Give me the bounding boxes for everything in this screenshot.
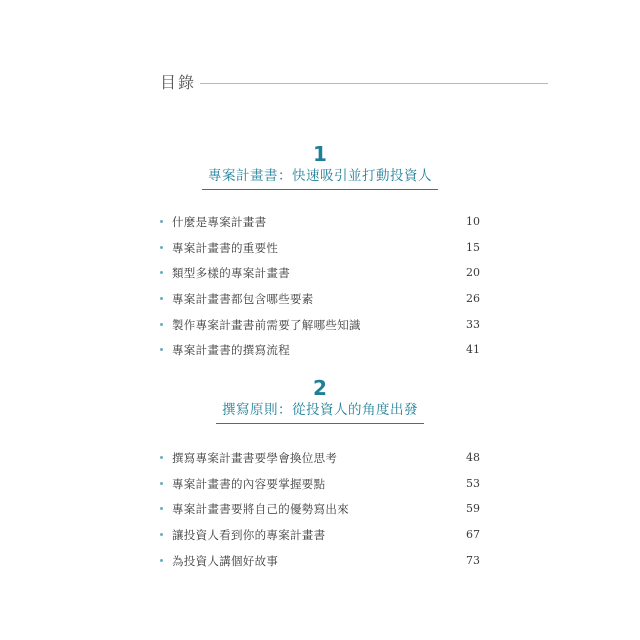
toc-entry-page: 53	[466, 476, 480, 490]
toc-entry[interactable]	[160, 527, 480, 553]
bullet-dot-icon	[160, 323, 163, 326]
toc-entry-title: 製作專案計畫書前需要了解哪些知識	[172, 317, 361, 332]
bullet-dot-icon	[160, 271, 163, 274]
toc-entry-title: 專案計畫書的撰寫流程	[172, 343, 290, 358]
page-title: 目錄	[160, 72, 200, 94]
toc-entry-title: 讓投資人看到你的專案計畫書	[172, 528, 326, 543]
toc-entry-title: 撰寫專案計畫書要學會換位思考	[172, 451, 338, 465]
bullet-dot-icon	[160, 482, 163, 485]
toc-entry[interactable]	[160, 214, 480, 240]
toc-entry[interactable]	[160, 342, 480, 368]
toc-entry[interactable]	[160, 265, 480, 291]
toc-entry[interactable]	[160, 317, 480, 343]
toc-entry-list	[160, 450, 480, 578]
chapter-title[interactable]: 撰寫原則：從投資人的角度出發	[216, 400, 424, 424]
bullet-dot-icon	[160, 559, 163, 562]
toc-entry-title: 類型多樣的專案計畫書	[172, 266, 290, 281]
toc-entry-title: 什麼是專案計畫書	[172, 215, 267, 229]
bullet-dot-icon	[160, 246, 163, 249]
toc-entry[interactable]	[160, 240, 480, 266]
toc-entry-page: 15	[466, 240, 480, 254]
toc-entry-list	[160, 214, 480, 368]
toc-entry[interactable]	[160, 450, 480, 476]
toc-entry-page: 67	[466, 528, 480, 542]
toc-entry-title: 專案計畫書要將自己的優勢寫出來	[172, 502, 349, 517]
bullet-dot-icon	[160, 297, 163, 300]
toc-entry-title: 專案計畫書的內容要掌握要點	[172, 476, 326, 491]
toc-entry[interactable]	[160, 501, 480, 527]
chapter-number: 2	[313, 376, 327, 400]
toc-entry-page: 59	[466, 502, 480, 516]
bullet-dot-icon	[160, 456, 163, 459]
bullet-dot-icon	[160, 348, 163, 351]
toc-entry-title: 為投資人講個好故事	[172, 553, 279, 568]
toc-entry-page: 26	[466, 292, 480, 306]
toc-entry-page: 41	[466, 343, 480, 357]
toc-entry[interactable]	[160, 291, 480, 317]
chapter-header	[160, 377, 480, 424]
toc-entry-page: 73	[466, 553, 480, 567]
toc-entry-title: 專案計畫書都包含哪些要素	[172, 292, 314, 307]
chapter-1	[160, 143, 480, 368]
bullet-dot-icon	[160, 533, 163, 536]
chapter-header	[160, 143, 480, 190]
toc-entry[interactable]	[160, 476, 480, 502]
chapter-number: 1	[313, 142, 327, 166]
header-divider	[200, 83, 548, 84]
toc-header	[160, 72, 548, 94]
toc-entry-page: 48	[466, 451, 480, 464]
toc-entry-title: 專案計畫書的重要性	[172, 240, 279, 255]
toc-entry[interactable]	[160, 553, 480, 579]
toc-entry-page: 33	[466, 317, 480, 331]
bullet-dot-icon	[160, 507, 163, 510]
toc-entry-page: 10	[466, 215, 480, 228]
toc-entry-page: 20	[466, 266, 480, 280]
chapter-2	[160, 377, 480, 578]
chapter-title[interactable]: 專案計畫書：快速吸引並打動投資人	[202, 166, 438, 190]
bullet-dot-icon	[160, 220, 163, 223]
